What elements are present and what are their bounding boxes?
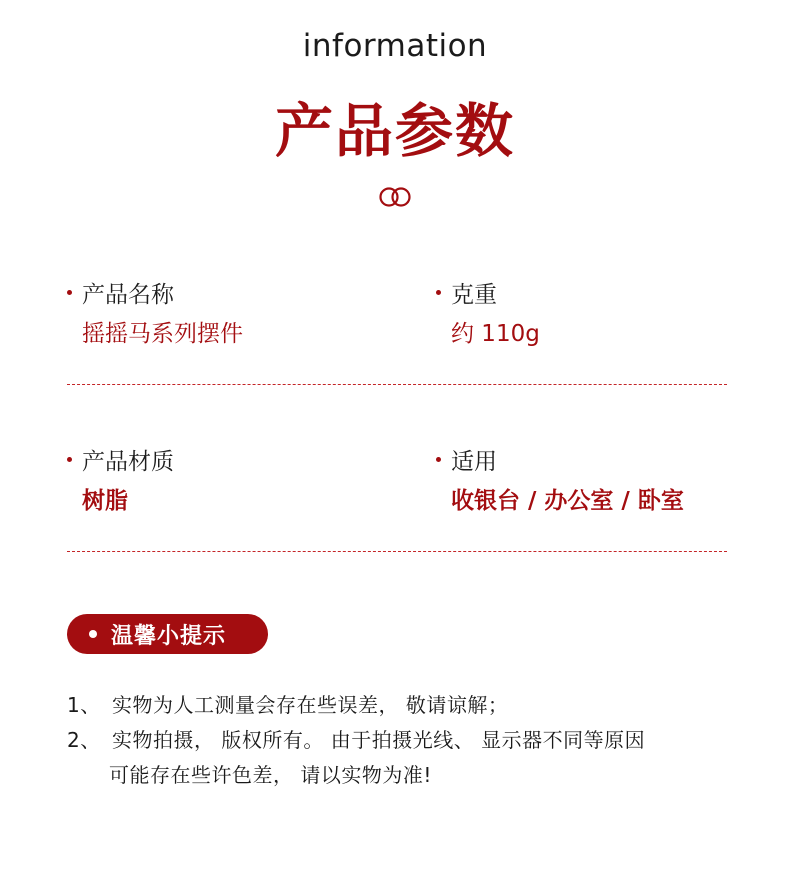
dot-icon bbox=[89, 630, 97, 638]
param-material bbox=[67, 443, 174, 517]
param-value: 摇摇马系列摆件 bbox=[82, 321, 243, 347]
param-label: 克重 bbox=[451, 281, 497, 308]
bullet-icon bbox=[67, 457, 72, 462]
page-title: 产品参数 bbox=[274, 97, 515, 165]
param-product-name bbox=[67, 276, 243, 350]
note-text: 实物为人工测量会存在些误差， 敬请谅解； bbox=[112, 693, 509, 717]
tips-title: 温馨小提示 bbox=[111, 623, 227, 649]
param-label: 产品名称 bbox=[82, 281, 174, 308]
dashed-divider bbox=[67, 384, 727, 385]
param-usage bbox=[436, 443, 684, 517]
param-value: 树脂 bbox=[82, 488, 128, 514]
note-text: 可能存在些许色差， 请以实物为准! bbox=[109, 763, 432, 787]
param-weight bbox=[436, 276, 540, 350]
note-item bbox=[67, 724, 727, 752]
dashed-divider bbox=[67, 551, 727, 552]
param-label: 适用 bbox=[451, 448, 497, 475]
tips-badge bbox=[67, 614, 268, 654]
param-value: 约 110g bbox=[451, 321, 540, 347]
note-number: 1、 bbox=[67, 693, 101, 717]
bullet-icon bbox=[67, 290, 72, 295]
bullet-icon bbox=[436, 457, 441, 462]
param-value: 收银台 / 办公室 / 卧室 bbox=[451, 488, 684, 514]
header-title-en: information bbox=[302, 28, 488, 64]
note-item bbox=[67, 689, 727, 717]
bullet-icon bbox=[436, 290, 441, 295]
note-item-continued bbox=[67, 759, 727, 787]
note-number: 2、 bbox=[67, 728, 101, 752]
param-label: 产品材质 bbox=[82, 448, 174, 475]
rings-icon bbox=[377, 186, 413, 208]
note-text: 实物拍摄， 版权所有。 由于拍摄光线、 显示器不同等原因 bbox=[112, 728, 646, 752]
